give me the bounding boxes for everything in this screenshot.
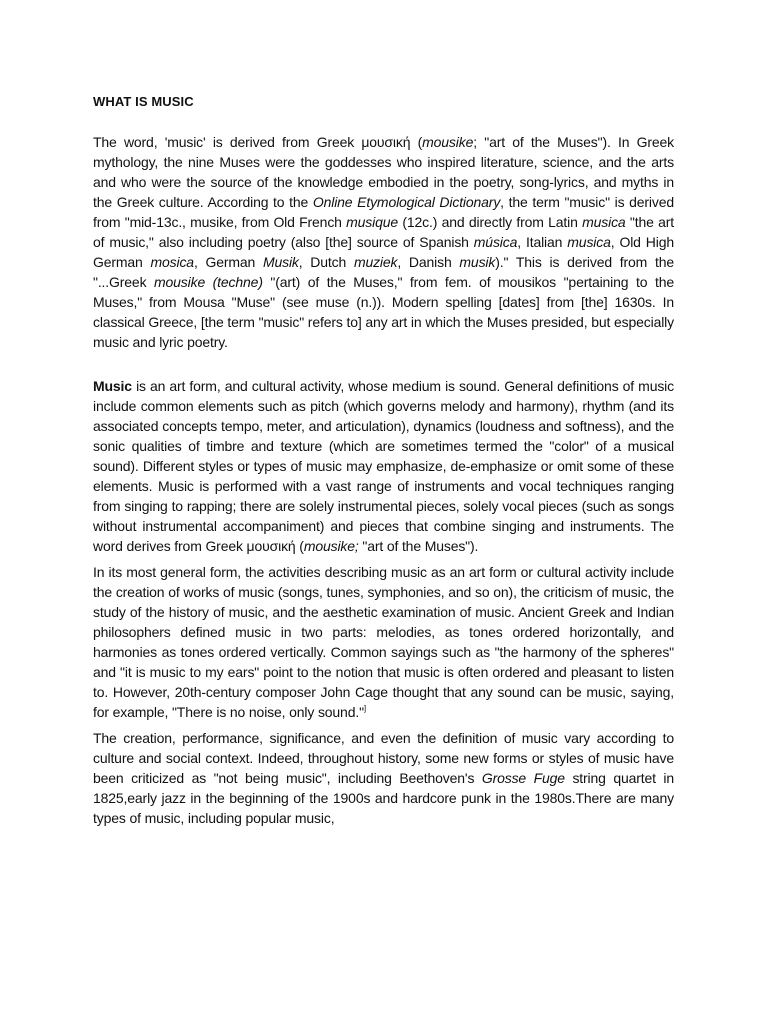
paragraph-general-form [93, 562, 674, 722]
paragraph-etymology [93, 132, 674, 352]
text-run: , Italian [517, 234, 568, 250]
document-page [93, 92, 674, 828]
italic-term: musik [459, 254, 496, 270]
text-run: (12c.) and directly from Latin [398, 214, 583, 230]
paragraph-culture [93, 728, 674, 828]
text-run: "art of the Muses"). [358, 538, 479, 554]
text-run: ; "art of the Muses"). In Greek mythology, the nine Muses were the goddesses who inspired literature, science, and the arts and who were the source of the knowledge embodied in the poetry, song-lyrics, and myths in the Greek culture. According to the [93, 134, 674, 210]
text-run: In its most general form, the activities describing music as an art form or cultural activity include the creation of works of music (songs, tunes, symphonies, and so on), the criticism of music, the study of the history of music, and the aesthetic examination of music. Ancient Greek and Indian philosophers defined music in two parts: melodies, as tones ordered horizontally, and harmonies as tones ordered vertically. Common sayings such as "the harmony of the spheres" and "it is music to my ears" point to the notion that music is often ordered and pleasant to listen to. However, 20th-century composer John Cage thought that any sound can be music, saying, for example, "There is no noise, only sound." [93, 564, 674, 720]
italic-term: musica [582, 214, 626, 230]
text-run: "(art) of the Muses," from fem. of mousikos "pertaining to the Muses," from Mousa "Muse" (see muse (n.)). Modern spelling [dates] from [the] 1630s. In classical Greece, [the term "music" refers to] any art in which the Muses presided, but especially music and lyric poetry. [93, 274, 674, 350]
italic-term: muziek [353, 254, 398, 270]
text-run: "the art of music," also including poetry (also [the] source of Spanish [93, 214, 674, 250]
text-run: , German [193, 254, 263, 270]
italic-term: mousike (techne) [154, 274, 263, 290]
document-title: WHAT IS MUSIC [93, 94, 194, 109]
italic-term: Musik [262, 254, 299, 270]
text-run: , Danish [397, 254, 460, 270]
text-run: The creation, performance, significance, and even the definition of music vary according to culture and social context. Indeed, throughout history, some new forms or styles of music have been criticized as "not being music", including Beethoven's [93, 730, 674, 786]
italic-term: música [473, 234, 518, 250]
footnote-mark: ] [363, 704, 366, 713]
italic-term: Online Etymological Dictionary [312, 194, 501, 210]
bold-term: Music [93, 378, 132, 394]
italic-term: mosica [150, 254, 194, 270]
text-run: , the term "music" is derived from "mid-13c., musike, from Old French [93, 194, 674, 230]
italic-term: musique [346, 214, 399, 230]
text-run: , Old High German [93, 234, 675, 270]
text-run: The word, 'music' is derived from Greek μουσική ( [93, 134, 423, 150]
italic-term: mousike [422, 134, 474, 150]
text-run: , Dutch [298, 254, 354, 270]
italic-term: musica [567, 234, 611, 250]
text-run: string quartet in 1825,early jazz in the beginning of the 1900s and hardcore punk in the 1980s.There are many types of music, including popular music, [93, 770, 674, 826]
italic-term: mousike; [303, 538, 359, 554]
paragraph-definition [93, 376, 674, 556]
italic-term: Grosse Fuge [481, 770, 565, 786]
text-run: )." This is derived from the "...Greek [93, 254, 674, 290]
text-run: is an art form, and cultural activity, whose medium is sound. General definitions of music include common elements such as pitch (which governs melody and harmony), rhythm (and its associated concepts tempo, meter, and articulation), dynamics (loudness and softness), and the sonic qualities of timbre and texture (which are sometimes termed the "color" of a musical sound). Different styles or types of music may emphasize, de-emphasize or omit some of these elements. Music is performed with a vast range of instruments and vocal techniques ranging from singing to rapping; there are solely instrumental pieces, solely vocal pieces (such as songs without instrumental accompaniment) and pieces that combine singing and instruments. The word derives from Greek μουσική ( [93, 378, 674, 554]
